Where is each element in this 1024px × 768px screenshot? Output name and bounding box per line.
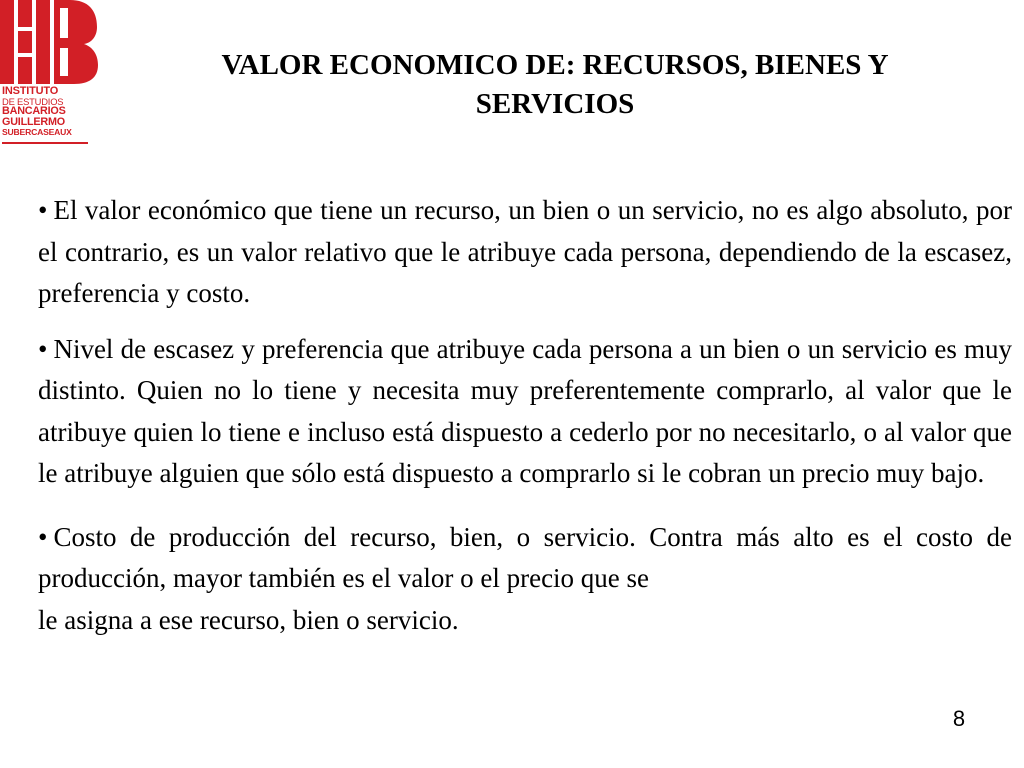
logo-underline <box>2 142 88 144</box>
slide-title: VALOR ECONOMICO DE: RECURSOS, BIENES Y SERVICIOS <box>221 49 889 120</box>
paragraph-text: Nivel de escasez y preferencia que atribuye cada persona a un bien o un servicio es muy distinto. Quien no lo tiene y necesita muy preferentemente comprarlo, al valor que le atribuye quien lo tiene e incluso está dispuesto a cederlo por no necesitarlo, o al valor que le atribuye alguien que sólo está dispuesto a comprarlo si le cobran un precio muy bajo. <box>38 333 1012 488</box>
paragraph-text: Costo de producción del recurso, bien, o servicio. Contra más alto es el costo de producción, mayor también es el valor o el precio que se <box>38 521 1012 593</box>
logo-line: INSTITUTO <box>2 85 59 97</box>
bullet-icon: • <box>38 195 48 225</box>
bullet-icon: • <box>38 521 48 552</box>
logo-line: DE ESTUDIOS <box>2 96 64 107</box>
logo-line: GUILLERMO <box>2 116 65 129</box>
institute-logo-icon <box>0 0 100 86</box>
page-number: 8 <box>952 706 966 731</box>
bullet-paragraph <box>38 190 1012 315</box>
bullet-paragraph <box>38 517 1012 642</box>
institute-logo <box>0 0 100 150</box>
bullet-icon: • <box>38 333 48 364</box>
paragraph-text: El valor económico que tiene un recurso, un bien o un servicio, no es algo absoluto, por el contrario, es un valor relativo que le atribuye cada persona, dependiendo de la escasez, preferencia y costo. <box>38 195 1012 308</box>
logo-line: BANCARIOS <box>2 105 66 118</box>
logo-wordmark <box>2 86 100 137</box>
logo-line: SUBERCASEAUX <box>2 127 72 137</box>
paragraph-text-continued: le asigna a ese recurso, bien o servicio. <box>38 604 459 635</box>
bullet-paragraph <box>38 329 1012 495</box>
slide-body <box>38 190 1012 641</box>
